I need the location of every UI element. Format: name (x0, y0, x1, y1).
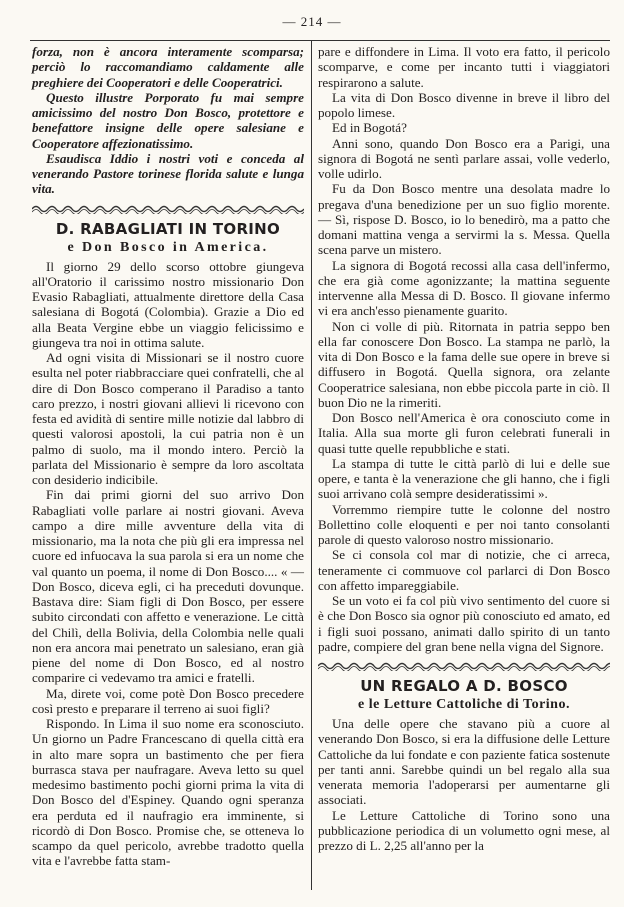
article-paragraph: Le Letture Cattoliche di Torino sono una pubblicazione periodica di un volumetto ogni mese, al prezzo di L. 2,25 all'anno per la (318, 807, 610, 853)
article-title: UN REGALO A D. BOSCO (360, 677, 568, 695)
article-paragraph: Fu da Don Bosco mentre una desolata madre lo pregava d'una benedizione per un suo figlio morente. — Sì, rispose D. Bosco, io lo benedirò, ma a patto che domani mattina venga a servirmi la s. Messa. Quella scena parve un mistero. (318, 181, 610, 258)
article-paragraph: Anni sono, quando Don Bosco era a Parigi, una signora di Bogotá ne sentì parlare assai, volle vederlo, volle udirlo. (318, 135, 610, 181)
article-paragraph: Se ci consola col mar di notizie, che ci arreca, teneramente ci commuove col parlarci di Don Bosco con affetto impareggiabile. (318, 547, 610, 593)
right-column (318, 44, 610, 853)
article-title: D. RABAGLIATI IN TORINO (55, 219, 281, 238)
left-column (32, 44, 304, 869)
article-paragraph: Ma, direte voi, come potè Don Bosco precedere così presto e preparare il terreno ai suoi figli? (32, 685, 304, 716)
article-paragraph: pare e diffondere in Lima. Il voto era fatto, il pericolo scomparve, e come per incanto tutti i viaggiatori respirarono a salute. (318, 44, 610, 90)
article-paragraph: Ad ogni visita di Missionari se il nostro cuore esulta nel poter riabbracciare quei confratelli, che al dire di Don Bosco comperano il Paradiso a tanto caro prezzo, i nostri giovani allievi li ricevono con festa ed avidità di sentire mille notizie dal labbro di questi valorosi apostoli, la cui patria non è un palmo di suolo, ma il mondo intero. Perciò la parlata del Missionario è sempre da loro ascoltata con desiderio indicibile. (32, 350, 304, 487)
article-paragraph: Fin dai primi giorni del suo arrivo Don Rabagliati volle parlare ai nostri giovani. Aveva campo a dire mille avventure della vita di missionario, ma la nota che più gli era impressa nel cuore ed infuocava la sua parola si era un nome che val quanto un poema, il nome di Don Bosco.... « — Don Bosco, diceva egli, ci ha preceduti dovunque. Bastava dire: Siam figli di Don Bosco, per essere subito circondati con affetto e venerazione. Le città del Chilì, della Bolivia, della Colombia nelle quali non era ancora mai penetrato un salesiano, eran già piene del nome di Don Bosco, ed al nostro comparire ci vedevamo tra amici e fratelli. (32, 487, 304, 686)
article-paragraph: La stampa di tutte le città parlò di lui e delle sue opere, e tanta è la venerazione che gli hanno, che i figli suoi arrivano colà sempre desideratissimi ». (318, 455, 610, 502)
intro-paragraph: Questo illustre Porporato fu mai sempre amicissimo del nostro Don Bosco, protettore e benefattore insigne delle opere salesiane e Cooperatore affezionatissimo. (32, 89, 304, 151)
wavy-divider (318, 658, 610, 672)
article-paragraph: Non ci volle di più. Ritornata in patria seppo ben ella far conoscere Don Bosco. La stampa ne parlò, la vita di Don Bosco e la fama delle sue opere in breve si diffusero in Bogotá. Quella signora, ora zelante Cooperatrice salesiana, non ebbe piccola parte in ciò. Il buon Dio ne la rimeriti. (318, 318, 610, 410)
article-subtitle: e Don Bosco in America. (67, 239, 269, 255)
wavy-divider (32, 201, 304, 215)
top-rule (30, 40, 610, 41)
article-paragraph: Se un voto ei fa col più vivo sentimento del cuore si è che Don Bosco sia ognor più conosciuto ed amato, ed i figli suoi possano, animati dallo spirito di un tanto padre, compiere del gran bene nella vigna del Signore. (318, 593, 610, 654)
page-number: — 214 — (282, 14, 342, 29)
article-subtitle: e le Letture Cattoliche di Torino. (358, 697, 570, 712)
article-paragraph: Ed in Bogotá? (332, 120, 407, 136)
article-paragraph: La signora di Bogotá recossi alla casa dell'infermo, che era già come agonizzante; la mattina seguente intervenne alla Messa di D. Bosco. Il giovane infermo vi era anch'esso pienamente guarito. (318, 257, 610, 319)
article-paragraph: Il giorno 29 dello scorso ottobre giungeva all'Oratorio il carissimo nostro missionario Don Evasio Rabagliati, attualmente direttore della Casa salesiana di Bogotá (Colombia). Grazie a Dio ed alla Beata Vergine ebbe un viaggio felicissimo e giungeva tra noi in ottima salute. (32, 258, 304, 350)
column-divider (311, 40, 312, 890)
intro-paragraph: forza, non è ancora interamente scomparsa; perciò lo raccomandiamo caldamente alle preghiere dei Cooperatori e delle Cooperatrici. (32, 44, 304, 90)
intro-paragraph: Esaudisca Iddio i nostri voti e conceda al venerando Pastore torinese florida salute e lunga vita. (32, 150, 304, 197)
article-paragraph: Rispondo. In Lima il suo nome era sconosciuto. Un giorno un Padre Francescano di quella città era in alto mare sopra un bastimento che per fiera burrasca stava per naufragare. Aveva letto su quel medesimo bastimento pochi giorni prima la vita di Don Bosco del d'Espiney. Quando ogni speranza era perduta ed il naufragio era imminente, si ricordò di Don Bosco. Promise che, se otteneva lo scampo da quel pericolo, avrebbe tradotto quella vita e l'avrebbe fatta stam- (32, 716, 304, 869)
article-paragraph: Don Bosco nell'America è ora conosciuto come in Italia. Alla sua morte gli furon celebrati funerali in quasi tutte quelle repubbliche e stati. (318, 410, 610, 456)
article-paragraph: La vita di Don Bosco divenne in breve il libro del popolo limese. (318, 89, 610, 120)
article-paragraph: Una delle opere che stavano più a cuore al venerando Don Bosco, si era la diffusione delle Letture Cattoliche da lui fondate e con paziente fatica sostenute per tanti anni. Sarebbe quindi un bel regalo alla sua venerata memoria l'adoperarsi per aumentarne gli associati. (318, 716, 610, 808)
article-paragraph: Vorremmo riempire tutte le colonne del nostro Bollettino colle eloquenti e per noi tanto consolanti parole di questo valoroso nostro missionario. (318, 501, 610, 547)
